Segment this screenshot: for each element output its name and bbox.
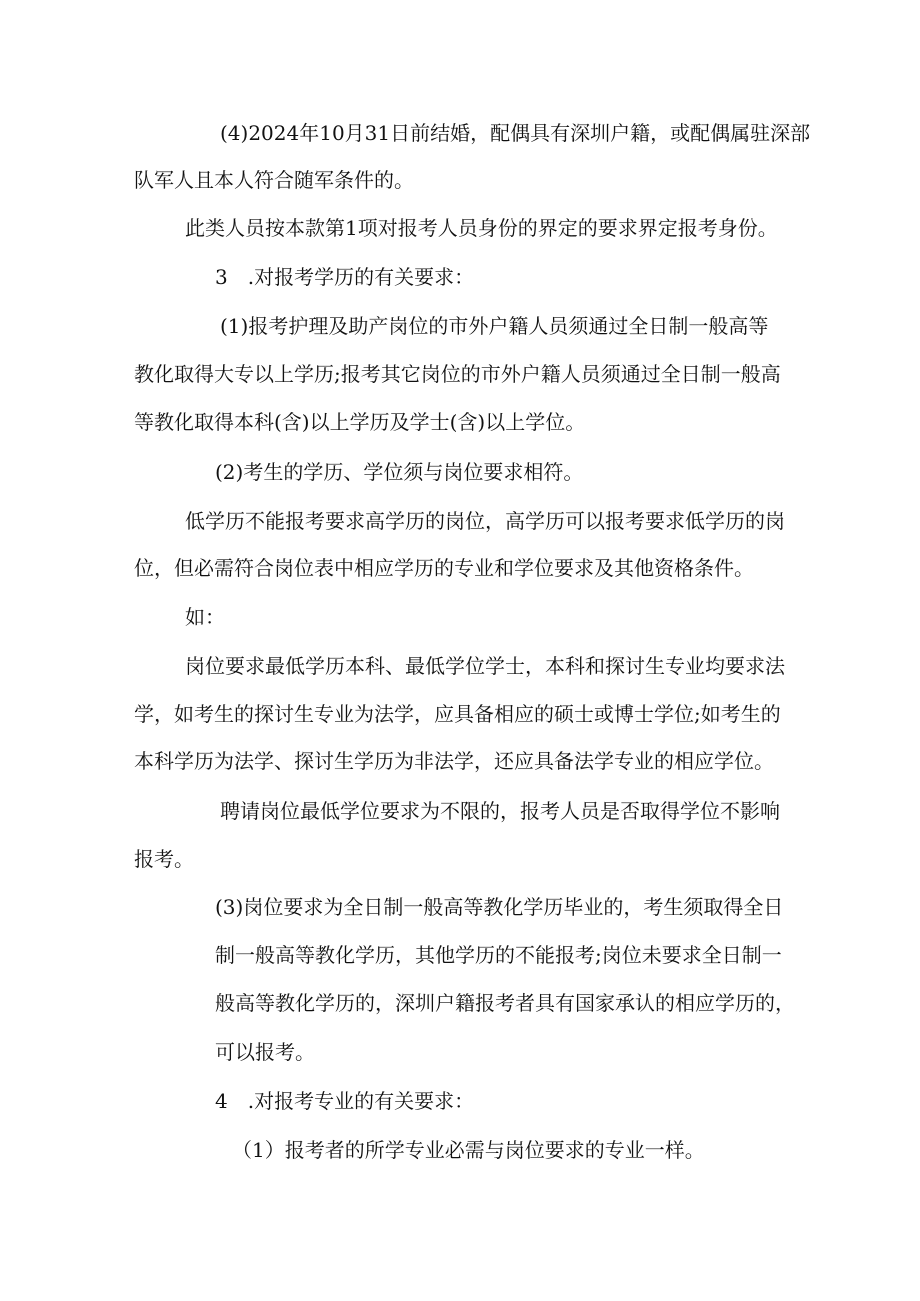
text-line: (4)2024年10月31日前结婚，配偶具有深圳户籍，或配偶属驻深部	[220, 121, 811, 145]
text-line: 等教化取得本科(含)以上学历及学士(含)以上学位。	[134, 410, 586, 434]
text-line: 般高等教化学历的，深圳户籍报考者具有国家承认的相应学历的，	[215, 991, 795, 1015]
text-line: （1）报考者的所学专业必需与岗位要求的专业一样。	[232, 1138, 705, 1162]
text-line: 如：	[185, 605, 225, 629]
text-line: 此类人员按本款第1项对报考人员身份的界定的要求界定报考身份。	[185, 216, 778, 240]
text-line: 聘请岗位最低学位要求为不限的，报考人员是否取得学位不影响	[220, 799, 780, 823]
text-line: 可以报考。	[215, 1040, 315, 1064]
text-line: 教化取得大专以上学历;报考其它岗位的市外户籍人员须通过全日制一般高	[134, 362, 781, 386]
text-line: 学，如考生的探讨生专业为法学，应具备相应的硕士或博士学位;如考生的	[134, 702, 781, 726]
text-line: 岗位要求最低学历本科、最低学位学士，本科和探讨生专业均要求法	[185, 654, 785, 678]
text-line: 制一般高等教化学历，其他学历的不能报考;岗位未要求全日制一	[215, 943, 782, 967]
text-line: (1)报考护理及助产岗位的市外户籍人员须通过全日制一般高等	[220, 314, 769, 338]
text-line: 本科学历为法学、探讨生学历为非法学，还应具备法学专业的相应学位。	[134, 749, 774, 773]
text-line: 位，但必需符合岗位表中相应学历的专业和学位要求及其他资格条件。	[134, 556, 754, 580]
text-line: 4 .对报考专业的有关要求：	[215, 1089, 475, 1113]
text-line: 3 .对报考学历的有关要求：	[215, 265, 475, 289]
text-line: (3)岗位要求为全日制一般高等教化学历毕业的，考生须取得全日	[215, 895, 784, 919]
text-line: 报考。	[134, 847, 194, 871]
text-line: (2)考生的学历、学位须与岗位要求相符。	[215, 460, 584, 484]
text-line: 低学历不能报考要求高学历的岗位，高学历可以报考要求低学历的岗	[185, 509, 785, 533]
text-line: 队军人且本人符合随军条件的。	[134, 168, 414, 192]
